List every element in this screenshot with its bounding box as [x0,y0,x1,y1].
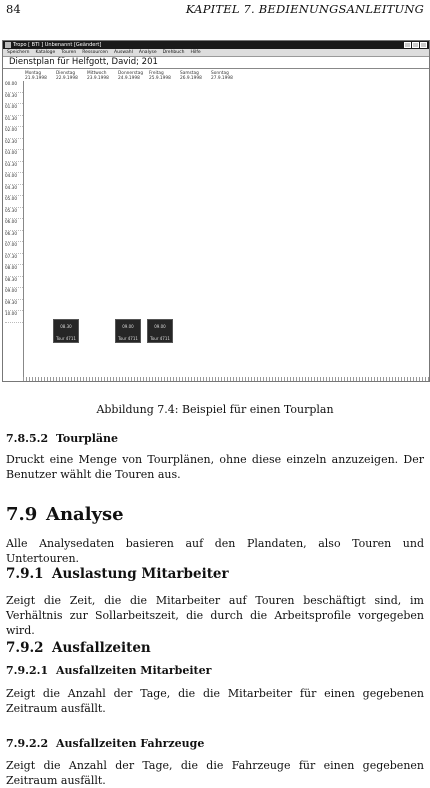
tour-block[interactable] [53,319,79,343]
time-label: 04.30 [5,185,23,197]
page-number: 84 [6,2,21,16]
time-label: 00.00 [5,81,23,93]
tour-label: Tour 4711 [150,336,170,341]
time-label: 04.00 [5,173,23,185]
time-label: 09.30 [5,300,23,312]
tourplan-screenshot [2,40,430,382]
section-number: 7.9.1 [6,566,44,582]
time-label: 01.00 [5,104,23,116]
time-label: 06.30 [5,231,23,243]
heading-tourplaene [6,432,118,445]
window-titlebar [3,41,429,49]
tour-label: Tour 4711 [118,336,138,341]
day-header [118,71,149,81]
time-label: 05.00 [5,196,23,208]
paragraph-ausfall-fahrzeuge: Zeigt die Anzahl der Tage, die die Fahrzeuge für einen gegebenen Zeitraum ausfällt. [6,759,424,787]
app-icon [5,42,11,48]
time-label: 01.30 [5,116,23,128]
heading-analyse [6,504,124,525]
day-header [56,71,87,81]
paragraph-analyse: Alle Analysedaten basieren auf den Plandaten, also Touren und Untertouren. [6,537,424,565]
time-label: 00.30 [5,93,23,105]
day-name: Montag [25,71,42,76]
menu-item[interactable]: Touren [61,50,77,55]
time-label: 10.00 [5,311,23,323]
menu-item[interactable]: Analyse [138,50,157,55]
window-title: Tropo [ BTI ] Unbenannt [Geändert] [13,42,102,48]
section-number: 7.9.2 [6,640,44,656]
section-number: 7.8.5.2 [6,432,49,445]
close-icon [420,42,427,48]
day-header [149,71,180,81]
day-date: 27.9.1998 [211,76,233,81]
heading-ausfall-mitarbeiter [6,664,211,677]
time-label: 02.30 [5,139,23,151]
day-header [87,71,118,81]
day-headers [25,71,242,81]
tour-block[interactable] [147,319,173,343]
section-title: Analyse [46,504,124,525]
section-title: Auslastung Mitarbeiter [52,566,229,582]
time-label: 06.00 [5,219,23,231]
time-label: 03.00 [5,150,23,162]
scrollbar-hatch [23,377,429,381]
time-label: 07.30 [5,254,23,266]
page-header [6,2,424,16]
section-title: Ausfallzeiten [52,640,151,656]
time-label: 02.00 [5,127,23,139]
heading-ausfall-fahrzeuge [6,737,204,750]
tour-time: 09.00 [154,324,166,329]
time-label: 08.30 [5,277,23,289]
menu-item[interactable]: Speichern [7,50,30,55]
running-title: KAPITEL 7. BEDIENUNGSANLEITUNG [185,2,424,16]
day-name: Dienstag [56,71,76,76]
day-date: 25.9.1998 [149,76,171,81]
time-label: 08.00 [5,265,23,277]
day-name: Sonntag [211,71,229,76]
time-label: 03.30 [5,162,23,174]
tour-label: Tour 4711 [56,336,76,341]
day-name: Samstag [180,71,199,76]
paragraph-ausfall-mitarbeiter: Zeigt die Anzahl der Tage, die die Mitarbeiter für einen gegebenen Zeitraum ausfällt. [6,687,424,715]
heading-auslastung [6,566,229,582]
day-header [25,71,56,81]
time-label: 07.00 [5,242,23,254]
day-header [211,71,242,81]
time-column [5,81,23,323]
heading-ausfallzeiten [6,640,151,656]
day-date: 24.9.1998 [118,76,140,81]
section-title: Ausfallzeiten Mitarbeiter [56,664,212,677]
section-number: 7.9.2.2 [6,737,49,750]
day-name: Freitag [149,71,164,76]
tour-block[interactable] [115,319,141,343]
day-header [180,71,211,81]
section-number: 7.9 [6,504,38,525]
day-date: 22.9.1998 [56,76,78,81]
section-title: Ausfallzeiten Fahrzeuge [56,737,205,750]
section-number: 7.9.2.1 [6,664,49,677]
menu-bar [3,49,429,57]
tour-time: 09.00 [122,324,134,329]
menu-item[interactable]: Drehbuch [162,50,185,55]
menu-item[interactable]: Kataloge [35,50,56,55]
menu-item[interactable]: Auswahl [114,50,133,55]
plan-title: Dienstplan für Helfgott, David; 201 [3,57,429,69]
day-date: 26.9.1998 [180,76,202,81]
paragraph-auslastung: Zeigt die Zeit, die die Mitarbeiter auf Touren beschäftigt sind, im Verhältnis zur Sollarbeitszeit, die durch die Arbeitsprofile vorgegeben wird. [6,594,424,637]
paragraph-tourplaene: Druckt eine Menge von Tourplänen, ohne diese einzeln anzuzeigen. Der Benutzer wählt die Touren aus. [6,453,424,481]
grid-divider [23,81,24,377]
window-controls [404,42,427,48]
section-title: Tourpläne [56,432,119,445]
time-label: 05.30 [5,208,23,220]
maximize-icon [412,42,419,48]
day-name: Donnerstag [118,71,144,76]
menu-item[interactable]: Hilfe [190,50,201,55]
day-name: Mittwoch [87,71,107,76]
minimize-icon [404,42,411,48]
day-date: 23.9.1998 [87,76,109,81]
menu-item[interactable]: Ressourcen [82,50,109,55]
tour-time: 08.30 [60,324,72,329]
time-label: 09.00 [5,288,23,300]
figure-caption: Abbildung 7.4: Beispiel für einen Tourplan [96,403,334,416]
day-date: 21.9.1998 [25,76,47,81]
